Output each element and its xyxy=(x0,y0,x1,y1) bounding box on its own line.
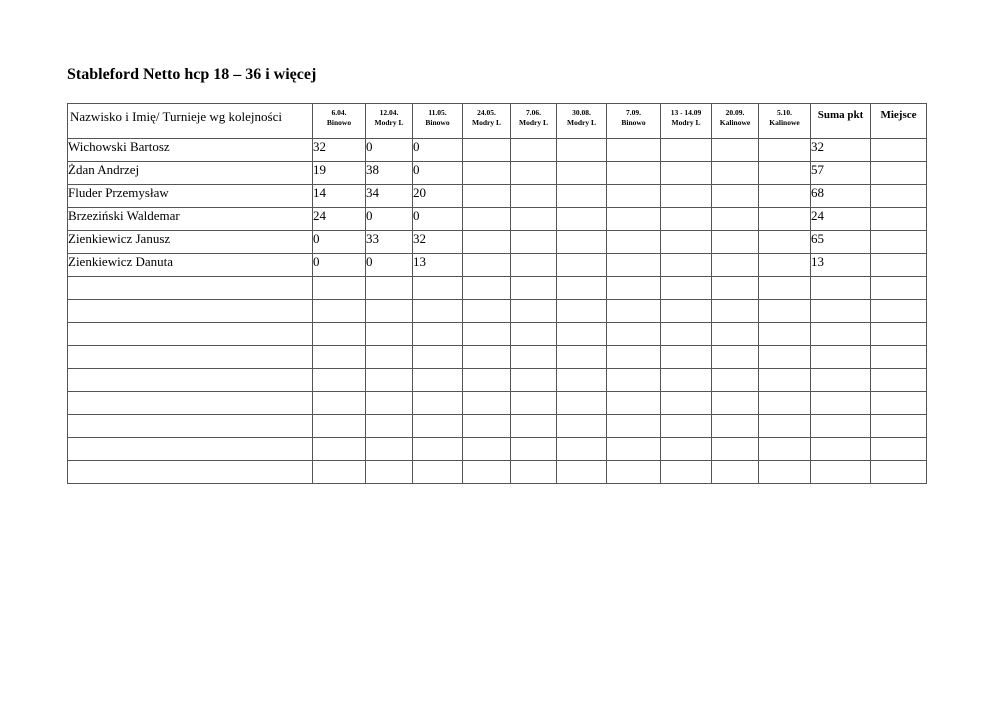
sum-cell: 32 xyxy=(811,139,871,162)
score-cell xyxy=(661,415,712,438)
place-cell xyxy=(871,185,927,208)
place-cell xyxy=(871,461,927,484)
tournament-venue: Modry L xyxy=(374,118,404,127)
place-cell xyxy=(871,438,927,461)
score-cell xyxy=(313,369,366,392)
tournament-venue: Kalinowe xyxy=(719,118,751,127)
player-name-cell xyxy=(68,346,313,369)
score-cell xyxy=(712,300,759,323)
player-name-cell: Żdan Andrzej xyxy=(68,162,313,185)
score-cell xyxy=(759,231,811,254)
place-cell xyxy=(871,323,927,346)
score-cell xyxy=(607,369,661,392)
score-cell: 0 xyxy=(313,254,366,277)
sum-cell xyxy=(811,346,871,369)
score-cell xyxy=(759,392,811,415)
score-cell xyxy=(661,346,712,369)
table-row xyxy=(68,139,927,162)
table-row xyxy=(68,323,927,346)
score-cell: 0 xyxy=(366,139,413,162)
score-cell: 38 xyxy=(366,162,413,185)
score-cell xyxy=(759,139,811,162)
score-cell xyxy=(463,208,511,231)
place-cell xyxy=(871,415,927,438)
sum-cell: 57 xyxy=(811,162,871,185)
score-cell xyxy=(607,231,661,254)
score-cell xyxy=(661,392,712,415)
score-cell xyxy=(759,415,811,438)
place-cell xyxy=(871,369,927,392)
tournament-date: 20.09. xyxy=(725,108,745,117)
score-cell xyxy=(759,254,811,277)
score-cell xyxy=(557,346,607,369)
score-cell xyxy=(712,162,759,185)
score-cell xyxy=(607,162,661,185)
score-cell xyxy=(463,139,511,162)
score-cell xyxy=(366,461,413,484)
score-cell xyxy=(661,323,712,346)
score-cell xyxy=(413,277,463,300)
score-cell xyxy=(511,162,557,185)
score-cell xyxy=(463,438,511,461)
score-cell xyxy=(712,277,759,300)
table-row xyxy=(68,208,927,231)
score-cell xyxy=(557,139,607,162)
player-name-cell: Zienkiewicz Janusz xyxy=(68,231,313,254)
sum-cell xyxy=(811,300,871,323)
score-cell xyxy=(557,254,607,277)
score-cell xyxy=(712,415,759,438)
tournament-date: 12.04. xyxy=(379,108,399,117)
tournament-date: 5.10. xyxy=(777,108,792,117)
score-cell xyxy=(511,346,557,369)
score-cell xyxy=(661,300,712,323)
score-cell xyxy=(607,392,661,415)
score-cell xyxy=(366,323,413,346)
place-cell xyxy=(871,139,927,162)
score-cell xyxy=(413,461,463,484)
place-cell xyxy=(871,300,927,323)
score-cell xyxy=(413,300,463,323)
score-cell xyxy=(661,162,712,185)
table-row xyxy=(68,300,927,323)
score-cell: 19 xyxy=(313,162,366,185)
tournament-date: 7.06. xyxy=(526,108,541,117)
score-cell xyxy=(759,185,811,208)
score-cell xyxy=(313,346,366,369)
sum-cell xyxy=(811,438,871,461)
score-cell xyxy=(413,369,463,392)
score-cell xyxy=(759,162,811,185)
score-cell xyxy=(511,277,557,300)
table-row xyxy=(68,185,927,208)
tournament-date: 30.08. xyxy=(572,108,591,117)
score-cell xyxy=(511,438,557,461)
score-cell xyxy=(463,277,511,300)
score-cell xyxy=(661,185,712,208)
sum-cell xyxy=(811,369,871,392)
score-cell: 20 xyxy=(413,185,463,208)
sum-cell xyxy=(811,392,871,415)
tournament-header xyxy=(759,104,811,139)
score-cell xyxy=(413,415,463,438)
sum-cell: 24 xyxy=(811,208,871,231)
score-cell xyxy=(712,208,759,231)
score-cell xyxy=(511,185,557,208)
score-cell xyxy=(661,277,712,300)
score-cell: 32 xyxy=(413,231,463,254)
score-cell xyxy=(463,185,511,208)
score-cell xyxy=(759,346,811,369)
score-cell xyxy=(712,438,759,461)
score-cell xyxy=(463,254,511,277)
score-cell xyxy=(759,208,811,231)
sum-cell xyxy=(811,461,871,484)
score-cell xyxy=(557,208,607,231)
page-title: Stableford Netto hcp 18 – 36 i więcej xyxy=(67,66,317,83)
score-cell xyxy=(607,300,661,323)
tournament-venue: Binowo xyxy=(425,118,450,127)
place-cell xyxy=(871,254,927,277)
score-cell xyxy=(712,185,759,208)
tournament-venue: Modry L xyxy=(567,118,596,127)
score-cell xyxy=(366,300,413,323)
score-cell xyxy=(557,231,607,254)
table-row xyxy=(68,392,927,415)
sum-cell: 13 xyxy=(811,254,871,277)
tournament-venue: Binowo xyxy=(326,118,352,127)
score-cell xyxy=(557,369,607,392)
place-cell xyxy=(871,346,927,369)
score-cell xyxy=(557,162,607,185)
player-name-cell: Fluder Przemysław xyxy=(68,185,313,208)
score-cell xyxy=(511,461,557,484)
score-cell xyxy=(413,323,463,346)
table-row xyxy=(68,461,927,484)
tournament-header xyxy=(313,104,366,139)
score-cell xyxy=(557,461,607,484)
score-cell xyxy=(712,323,759,346)
score-cell xyxy=(712,392,759,415)
score-cell xyxy=(661,461,712,484)
score-cell xyxy=(607,461,661,484)
table-row xyxy=(68,346,927,369)
score-cell xyxy=(759,300,811,323)
score-cell: 0 xyxy=(313,231,366,254)
score-cell: 0 xyxy=(366,208,413,231)
score-cell xyxy=(463,461,511,484)
score-cell xyxy=(511,254,557,277)
score-cell xyxy=(511,369,557,392)
score-cell xyxy=(413,392,463,415)
player-name-cell: Wichowski Bartosz xyxy=(68,139,313,162)
score-cell xyxy=(366,277,413,300)
name-column-header: Nazwisko i Imię/ Turnieje wg kolejności xyxy=(68,104,313,139)
tournament-date: 11.05. xyxy=(428,108,447,117)
score-cell xyxy=(313,277,366,300)
tournament-header xyxy=(366,104,413,139)
sum-cell xyxy=(811,323,871,346)
score-cell: 33 xyxy=(366,231,413,254)
score-cell xyxy=(661,369,712,392)
score-cell xyxy=(607,346,661,369)
score-cell xyxy=(366,392,413,415)
tournament-venue: Binowo xyxy=(621,118,646,127)
score-cell xyxy=(366,346,413,369)
sum-column-header: Suma pkt xyxy=(811,104,871,139)
score-cell xyxy=(607,323,661,346)
score-cell xyxy=(313,323,366,346)
score-cell xyxy=(607,277,661,300)
score-cell: 0 xyxy=(413,139,463,162)
tournament-header xyxy=(557,104,607,139)
player-name-cell xyxy=(68,392,313,415)
score-cell xyxy=(511,231,557,254)
player-name-cell xyxy=(68,323,313,346)
score-cell xyxy=(366,415,413,438)
score-cell xyxy=(313,415,366,438)
tournament-date: 24.05. xyxy=(477,108,496,117)
score-cell: 0 xyxy=(413,208,463,231)
table-row xyxy=(68,231,927,254)
tournament-header xyxy=(511,104,557,139)
score-cell xyxy=(661,438,712,461)
sum-cell xyxy=(811,415,871,438)
score-cell xyxy=(759,461,811,484)
score-cell xyxy=(759,323,811,346)
table-row xyxy=(68,438,927,461)
score-cell xyxy=(661,254,712,277)
place-column-header: Miejsce xyxy=(871,104,927,139)
table-row xyxy=(68,369,927,392)
score-cell xyxy=(463,346,511,369)
score-cell: 24 xyxy=(313,208,366,231)
tournament-header xyxy=(463,104,511,139)
sum-cell xyxy=(811,277,871,300)
score-cell xyxy=(511,208,557,231)
header-row xyxy=(68,104,927,139)
tournament-date: 7.09. xyxy=(626,108,641,117)
place-cell xyxy=(871,208,927,231)
score-cell: 0 xyxy=(413,162,463,185)
score-cell xyxy=(557,323,607,346)
score-cell xyxy=(712,254,759,277)
player-name-cell xyxy=(68,461,313,484)
score-cell: 0 xyxy=(366,254,413,277)
tournament-venue: Kalinowe xyxy=(769,118,800,127)
table-row xyxy=(68,415,927,438)
score-cell: 14 xyxy=(313,185,366,208)
score-cell: 32 xyxy=(313,139,366,162)
score-cell xyxy=(511,392,557,415)
score-cell xyxy=(661,231,712,254)
tournament-header xyxy=(413,104,463,139)
place-cell xyxy=(871,162,927,185)
player-name-cell xyxy=(68,369,313,392)
tournament-venue: Modry L xyxy=(519,118,548,127)
results-body xyxy=(68,139,927,484)
tournament-header xyxy=(712,104,759,139)
tournament-date: 13 - 14.09 xyxy=(670,108,702,117)
table-row xyxy=(68,277,927,300)
score-cell: 34 xyxy=(366,185,413,208)
score-cell xyxy=(366,369,413,392)
score-cell xyxy=(557,277,607,300)
score-cell xyxy=(557,438,607,461)
score-cell xyxy=(463,300,511,323)
place-cell xyxy=(871,231,927,254)
player-name-cell: Zienkiewicz Danuta xyxy=(68,254,313,277)
score-cell xyxy=(759,369,811,392)
sum-cell: 65 xyxy=(811,231,871,254)
score-cell xyxy=(557,300,607,323)
score-cell xyxy=(712,461,759,484)
score-cell xyxy=(313,438,366,461)
player-name-cell xyxy=(68,300,313,323)
score-cell xyxy=(607,208,661,231)
sum-cell: 68 xyxy=(811,185,871,208)
score-cell xyxy=(463,231,511,254)
score-cell xyxy=(557,185,607,208)
score-cell xyxy=(607,254,661,277)
player-name-cell xyxy=(68,277,313,300)
score-cell xyxy=(413,438,463,461)
score-cell xyxy=(413,346,463,369)
score-cell xyxy=(557,415,607,438)
score-cell xyxy=(607,415,661,438)
score-cell xyxy=(607,438,661,461)
tournament-venue: Modry L xyxy=(671,118,701,127)
score-cell xyxy=(511,300,557,323)
score-cell xyxy=(313,461,366,484)
player-name-cell: Brzeziński Waldemar xyxy=(68,208,313,231)
table-row xyxy=(68,254,927,277)
score-cell xyxy=(463,369,511,392)
score-cell xyxy=(759,277,811,300)
score-cell xyxy=(511,323,557,346)
score-cell xyxy=(463,162,511,185)
place-cell xyxy=(871,392,927,415)
score-cell xyxy=(313,392,366,415)
score-cell xyxy=(712,231,759,254)
score-cell xyxy=(511,415,557,438)
score-cell xyxy=(759,438,811,461)
score-cell xyxy=(463,323,511,346)
score-cell xyxy=(661,139,712,162)
score-cell xyxy=(712,346,759,369)
score-cell xyxy=(463,392,511,415)
score-cell: 13 xyxy=(413,254,463,277)
table-row xyxy=(68,162,927,185)
tournament-header xyxy=(661,104,712,139)
score-cell xyxy=(463,415,511,438)
score-cell xyxy=(607,185,661,208)
player-name-cell xyxy=(68,438,313,461)
score-cell xyxy=(366,438,413,461)
score-cell xyxy=(661,208,712,231)
tournament-header xyxy=(607,104,661,139)
score-cell xyxy=(557,392,607,415)
place-cell xyxy=(871,277,927,300)
score-cell xyxy=(607,139,661,162)
tournament-date: 6.04. xyxy=(331,108,347,117)
results-table xyxy=(67,103,927,484)
score-cell xyxy=(712,369,759,392)
score-cell xyxy=(712,139,759,162)
tournament-venue: Modry L xyxy=(472,118,501,127)
score-cell xyxy=(511,139,557,162)
player-name-cell xyxy=(68,415,313,438)
score-cell xyxy=(313,300,366,323)
